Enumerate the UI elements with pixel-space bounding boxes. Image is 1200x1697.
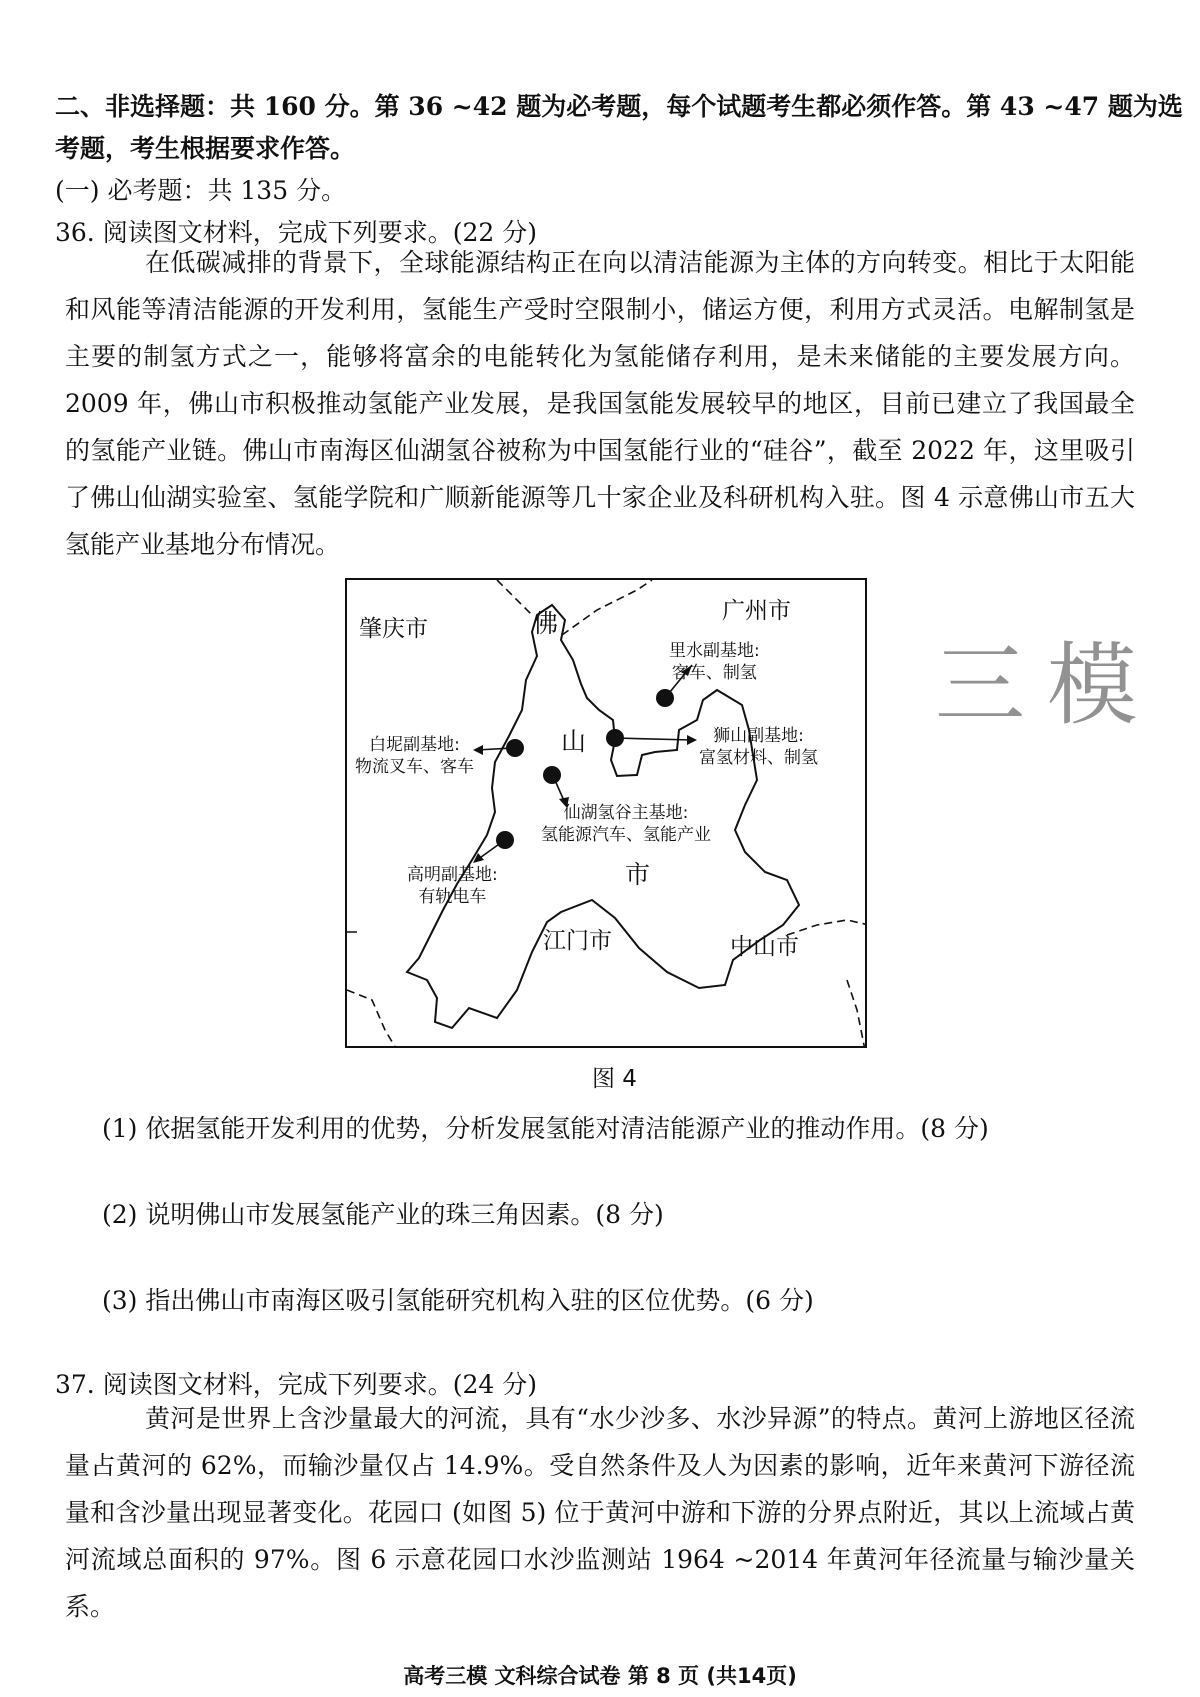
baini-base-dot xyxy=(506,739,524,757)
city-label-guangzhou: 广州市 xyxy=(722,598,791,624)
foshan-label-char-1: 佛 xyxy=(533,609,559,638)
foshan-label-char-3: 市 xyxy=(625,860,651,889)
shishan-base-desc: 富氢材料、制氢 xyxy=(699,748,818,768)
xianhu-base-desc: 氢能源汽车、氢能产业 xyxy=(541,825,711,845)
lishui-base-dot xyxy=(656,689,674,707)
figure-4-caption: 图 4 xyxy=(592,1066,637,1092)
shishan-base-dot xyxy=(606,729,624,747)
foshan-label-char-2: 山 xyxy=(561,727,587,756)
page-footer: 高考三模 文科综合试卷 第 8 页 (共14页) xyxy=(403,1664,797,1688)
base-label-gaoming xyxy=(407,864,498,908)
boundary-east-dashed xyxy=(787,920,867,935)
lishui-base-name: 里水副基地: xyxy=(669,641,760,661)
lishui-base-desc: 客车、制氢 xyxy=(671,663,757,683)
required-section-label: (一) 必考题：共 135 分。 xyxy=(55,176,347,205)
base-label-lishui xyxy=(669,640,760,684)
base-label-baini xyxy=(355,734,474,778)
question-36-material xyxy=(65,239,1135,568)
gaoming-base-dot xyxy=(496,831,514,849)
base-label-xianhu xyxy=(541,802,711,846)
question-37-title: 37. 阅读图文材料，完成下列要求。(24 分) xyxy=(55,1370,537,1399)
question-36-paragraph: 在低碳减排的背景下，全球能源结构正在向以清洁能源为主体的方向转变。相比于太阳能和风能等清洁能源的开发利用，氢能生产受时空限制小，储运方便，利用方式灵活。电解制氢是主要的制氢方式之一，能够将富余的电能转化为氢能储存利用，是未来储能的主要发展方向。2009 年，佛山市积极推动氢能产业发展，是我国氢能发展较早的地区，目前已建立了我国最全的氢能产业链。佛山市南海区仙湖氢谷被称为中国氢能行业的“硅谷”，截至 2022 年，这里吸引了佛山仙湖实验室、氢能学院和广顺新能源等几十家企业及科研机构入驻。图 4 示意佛山市五大氢能产业基地分布情况。 xyxy=(65,248,1135,559)
boundary-southwest-dashed xyxy=(347,990,397,1048)
city-label-zhaoqing: 肇庆市 xyxy=(359,616,428,642)
shishan-pointer xyxy=(615,738,692,740)
boundary-northeast-dashed xyxy=(562,580,652,635)
question-36-part-1: (1) 依据氢能开发利用的优势，分析发展氢能对清洁能源产业的推动作用。(8 分) xyxy=(102,1114,989,1143)
baini-base-name: 白坭副基地: xyxy=(369,735,460,755)
xianhu-base-dot xyxy=(543,766,561,784)
question-37-paragraph: 黄河是世界上含沙量最大的河流，具有“水少沙多、水沙异源”的特点。黄河上游地区径流量占黄河的 62%，而输沙量仅占 14.9%。受自然条件及人为因素的影响，近年来黄河下游径流量和含沙量出现显著变化。花园口 (如图 5) 位于黄河中游和下游的分界点附近，其以上流域占黄河流域总面积的 97%。图 6 示意花园口水沙监测站 1964 ~2014 年黄河年径流量与输沙量关系。 xyxy=(65,1404,1135,1621)
figure-4-map xyxy=(345,578,867,1048)
question-36-part-2: (2) 说明佛山市发展氢能产业的珠三角因素。(8 分) xyxy=(102,1200,664,1229)
baini-base-desc: 物流叉车、客车 xyxy=(355,757,474,777)
boundary-southeast-dashed xyxy=(847,980,865,1048)
question-36-title: 36. 阅读图文材料，完成下列要求。(22 分) xyxy=(55,218,537,247)
xianhu-base-name: 仙湖氢谷主基地: xyxy=(563,803,689,823)
gaoming-base-name: 高明副基地: xyxy=(407,865,498,885)
city-label-zhongshan: 中山市 xyxy=(730,934,799,960)
section-heading-line2: 考题，考生根据要求作答。 xyxy=(55,134,356,163)
boundary-north-dashed xyxy=(497,580,532,615)
base-label-shishan xyxy=(699,725,818,769)
question-37-material xyxy=(65,1395,1135,1630)
section-heading-line1: 二、非选择题：共 160 分。第 36 ~42 题为必考题，每个试题考生都必须作答。第 43 ~47 题为选 xyxy=(55,92,1183,121)
question-36-part-3: (3) 指出佛山市南海区吸引氢能研究机构入驻的区位优势。(6 分) xyxy=(102,1286,814,1315)
city-label-jiangmen: 江门市 xyxy=(543,928,612,954)
exam-stamp: 三模 xyxy=(935,633,1159,738)
shishan-base-name: 狮山副基地: xyxy=(713,726,804,746)
gaoming-base-desc: 有轨电车 xyxy=(418,887,487,907)
